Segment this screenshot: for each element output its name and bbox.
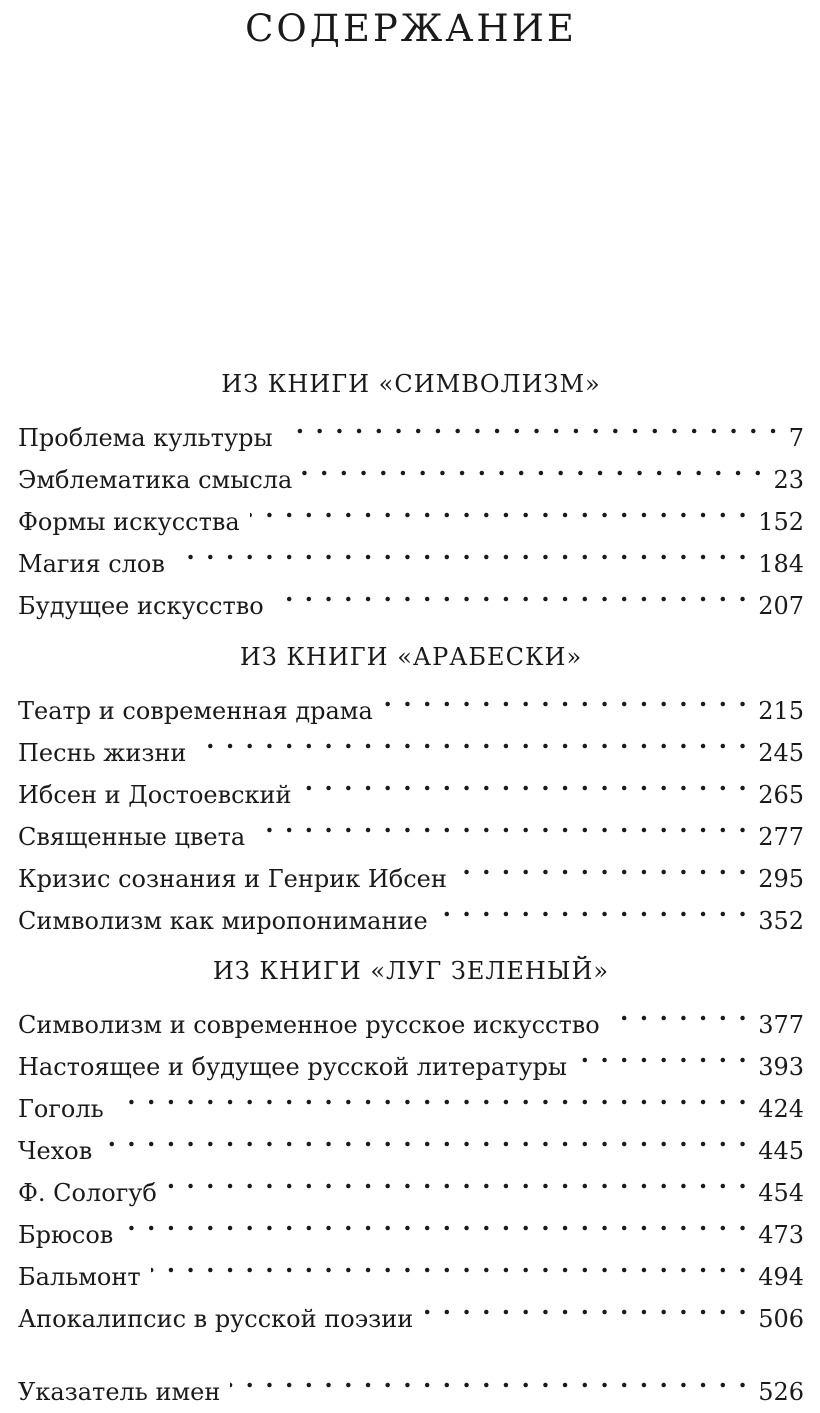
- dot-leader: [167, 1159, 748, 1201]
- entry-page-number: 445: [758, 1137, 804, 1165]
- dot-leader: [610, 991, 749, 1033]
- entry-title: Настоящее и будущее русской литературы: [18, 1053, 568, 1081]
- entry-page-number: 277: [758, 823, 804, 851]
- toc-entry[interactable]: [18, 1243, 804, 1291]
- entry-title: Апокалипсис в русской поэзии: [18, 1305, 414, 1333]
- dot-leader: [577, 1033, 748, 1075]
- entry-title: Ф. Сологуб: [18, 1179, 157, 1207]
- section-heading: ИЗ КНИГИ «АРАБЕСКИ»: [239, 643, 583, 671]
- toc-entry-index[interactable]: [18, 1358, 804, 1406]
- entry-title: Бальмонт: [18, 1263, 141, 1291]
- dot-leader: [423, 1285, 748, 1327]
- dot-leader: [255, 803, 748, 845]
- entry-page-number: 245: [758, 739, 804, 767]
- toc-section-index: [18, 1358, 804, 1406]
- dot-leader: [123, 1201, 748, 1243]
- entry-title: Ибсен и Достоевский: [18, 781, 292, 809]
- toc-entry[interactable]: [18, 677, 804, 725]
- toc-entry[interactable]: [18, 404, 804, 452]
- entry-page-number: 454: [758, 1179, 804, 1207]
- entry-page-number: 215: [758, 697, 804, 725]
- entry-title: Формы искусства: [18, 508, 240, 536]
- entry-title: Священные цвета: [18, 823, 246, 851]
- entry-page-number: 393: [758, 1053, 804, 1081]
- dot-leader: [438, 887, 749, 929]
- toc-entry[interactable]: [18, 1075, 804, 1123]
- dot-leader: [283, 404, 779, 446]
- entry-title: Эмблематика смысла: [18, 466, 293, 494]
- entry-title: Песнь жизни: [18, 739, 187, 767]
- entry-page-number: 23: [773, 466, 804, 494]
- toc-entry[interactable]: [18, 991, 804, 1039]
- dot-leader: [230, 1358, 748, 1400]
- toc-entry[interactable]: [18, 1117, 804, 1165]
- entry-title: Магия слов: [18, 550, 165, 578]
- entry-page-number: 424: [758, 1095, 804, 1123]
- dot-leader: [196, 719, 748, 761]
- entry-page-number: 526: [758, 1378, 804, 1406]
- section-heading: ИЗ КНИГИ «СИМВОЛИЗМ»: [221, 370, 601, 398]
- entry-title: Гоголь: [18, 1095, 104, 1123]
- entry-page-number: 265: [758, 781, 804, 809]
- entry-title: Указатель имен: [18, 1378, 221, 1406]
- dot-leader: [175, 530, 748, 572]
- toc-section-green-meadow: [18, 956, 804, 1333]
- entry-page-number: 207: [758, 592, 804, 620]
- entry-page-number: 377: [758, 1011, 804, 1039]
- dot-leader: [383, 677, 748, 719]
- entry-page-number: 152: [758, 508, 804, 536]
- toc-section-symbolism: [18, 369, 804, 620]
- entry-page-number: 184: [758, 550, 804, 578]
- dot-leader: [302, 446, 763, 488]
- dot-leader: [102, 1117, 748, 1159]
- toc-page: [18, 0, 804, 1405]
- dot-leader: [457, 845, 748, 887]
- dot-leader: [151, 1243, 749, 1285]
- section-heading: ИЗ КНИГИ «ЛУГ ЗЕЛЕНЫЙ»: [212, 957, 610, 985]
- entry-page-number: 494: [758, 1263, 804, 1291]
- dot-leader: [114, 1075, 749, 1117]
- entry-title: Театр и современная драма: [18, 697, 373, 725]
- entry-title: Кризис сознания и Генрик Ибсен: [18, 865, 447, 893]
- entry-title: Проблема культуры: [18, 424, 273, 452]
- entry-title: Чехов: [18, 1137, 93, 1165]
- toc-entry[interactable]: [18, 1201, 804, 1249]
- dot-leader: [250, 488, 749, 530]
- entry-title: Символизм как миропонимание: [18, 907, 428, 935]
- entry-page-number: 7: [788, 424, 804, 452]
- entry-title: Будущее искусство: [18, 592, 264, 620]
- entry-page-number: 506: [758, 1305, 804, 1333]
- dot-leader: [302, 761, 749, 803]
- entry-title: Символизм и современное русское искусство: [18, 1011, 600, 1039]
- entry-page-number: 473: [758, 1221, 804, 1249]
- entry-page-number: 295: [758, 865, 804, 893]
- dot-leader: [274, 572, 749, 614]
- toc-entry[interactable]: [18, 1159, 804, 1207]
- entry-page-number: 352: [758, 907, 804, 935]
- page-title: СОДЕРЖАНИЕ: [245, 7, 577, 50]
- entry-title: Брюсов: [18, 1221, 114, 1249]
- toc-section-arabesques: [18, 642, 804, 935]
